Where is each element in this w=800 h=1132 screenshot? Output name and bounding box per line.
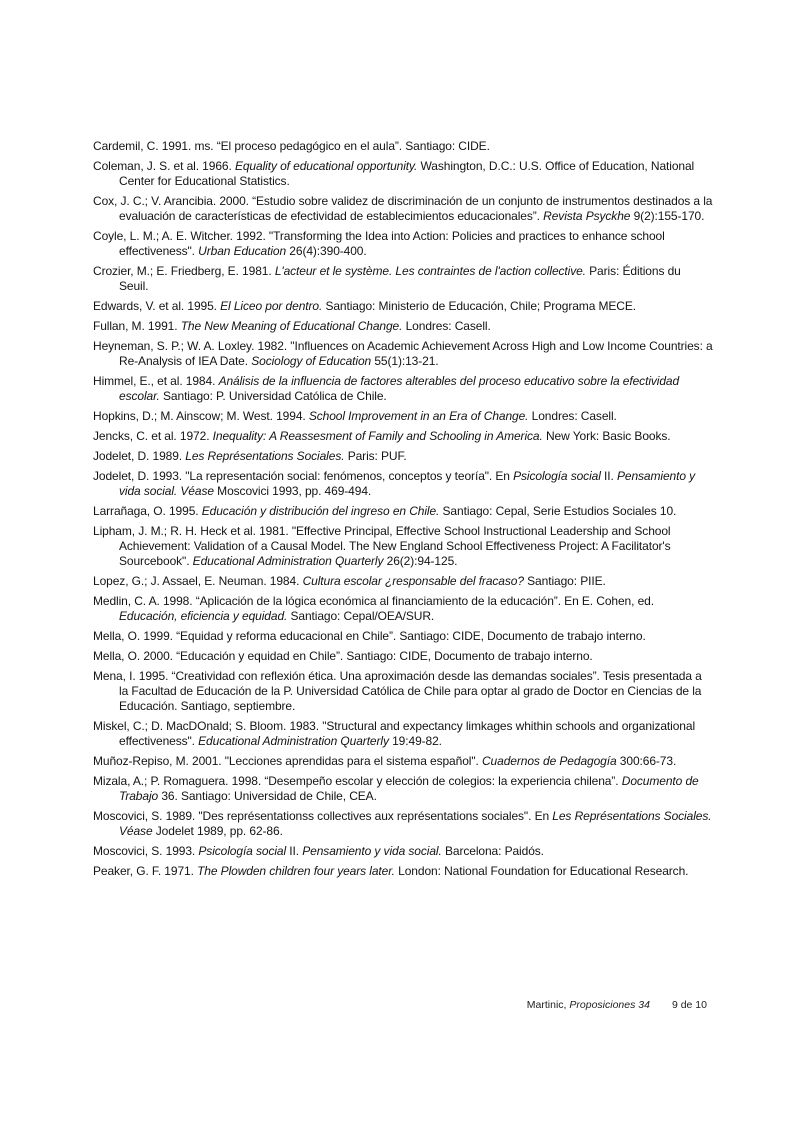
reference-list	[93, 139, 713, 884]
reference-text: London: National Foundation for Educational Research.	[394, 864, 689, 878]
reference-text: Barcelona: Paidós.	[441, 844, 544, 858]
reference-text: 26(2):94-125.	[383, 554, 458, 568]
reference-text: Moscovici, S. 1989. "Des représentationss collectives aux représentations sociales". En	[93, 809, 553, 823]
reference-text: Heyneman, S. P.; W. A. Loxley. 1982. "Influences on Academic Achievement Across High and Low Income Countries: a Re-Analysis of IEA Date.	[93, 339, 713, 368]
reference-entry	[93, 719, 713, 749]
reference-text: Paris: PUF.	[344, 449, 407, 463]
reference-text: Santiago: Ministerio de Educación, Chile; Programa MECE.	[322, 299, 637, 313]
reference-title: Análisis de la influencia de factores alterables del proceso educativo sobre la efectividad escolar.	[119, 374, 680, 403]
reference-title: Educación, eficiencia y equidad.	[119, 609, 288, 623]
reference-text: Edwards, V. et al. 1995.	[93, 299, 221, 313]
reference-title: Inequality: A Reassesment of Family and Schooling in America.	[212, 429, 543, 443]
reference-entry	[93, 649, 713, 664]
reference-entry	[93, 449, 713, 464]
reference-title: Pensamiento y vida social.	[302, 844, 442, 858]
reference-text: 300:66-73.	[616, 754, 677, 768]
reference-text: Lopez, G.; J. Assael, E. Neuman. 1984.	[93, 574, 303, 588]
reference-entry	[93, 754, 713, 769]
reference-entry	[93, 139, 713, 154]
reference-title: Psicología social	[198, 844, 287, 858]
reference-text: Santiago: P. Universidad Católica de Chile.	[159, 389, 387, 403]
reference-title: Equality of educational opportunity.	[234, 159, 418, 173]
reference-entry	[93, 319, 713, 334]
reference-text: Mena, I. 1995. “Creatividad con reflexión ética. Una aproximación desde las demandas sociales”. Tesis presentada a la Facultad de Educación de la P. Universidad Católica de Chile para optar al grado de Doctor en Ciencias de la Educación. Santiago, septiembre.	[93, 669, 702, 713]
reference-entry	[93, 594, 713, 624]
reference-entry	[93, 504, 713, 519]
reference-text: Santiago: Cepal/OEA/SUR.	[287, 609, 435, 623]
reference-text: Miskel, C.; D. MacDOnald; S. Bloom. 1983. "Structural and expectancy limkages whithin schools and organizational effectiveness".	[93, 719, 696, 748]
footer-author: Martinic,	[526, 999, 570, 1011]
reference-text: Mizala, A.; P. Romaguera. 1998. “Desempeño escolar y elección de colegios: la experiencia chilena”.	[93, 774, 622, 788]
reference-entry	[93, 229, 713, 259]
reference-text: Cox, J. C.; V. Arancibia. 2000. “Estudio sobre validez de discriminación de un conjunto de instrumentos destinados a la evaluación de características de efectividad de establecimientos educacionales”.	[93, 194, 713, 223]
reference-entry	[93, 339, 713, 369]
reference-title: Documento de Trabajo	[119, 774, 699, 803]
reference-entry	[93, 524, 713, 569]
reference-title: Educational Administration Quarterly	[198, 734, 389, 748]
reference-entry	[93, 194, 713, 224]
reference-text: Santiago: PIIE.	[523, 574, 606, 588]
reference-title: Psicología social	[513, 469, 601, 483]
reference-text: II.	[286, 844, 303, 858]
reference-text: 19:49-82.	[388, 734, 442, 748]
reference-text: Lipham, J. M.; R. H. Heck et al. 1981. "Effective Principal, Effective School Instructional Leadership and School Achievement: Validation of a Causal Model. The New England School Effectiveness Project: A Facilitator's Sourcebook".	[93, 524, 671, 568]
reference-entry	[93, 409, 713, 424]
page-footer	[527, 999, 707, 1011]
reference-entry	[93, 574, 713, 589]
reference-text: New York: Basic Books.	[542, 429, 671, 443]
reference-title: Urban Education	[198, 244, 287, 258]
reference-text: Mella, O. 2000. “Educación y equidad en Chile”. Santiago: CIDE, Documento de trabajo interno.	[93, 649, 593, 663]
reference-text: Cardemil, C. 1991. ms. “El proceso pedagógico en el aula”. Santiago: CIDE.	[93, 139, 490, 153]
reference-text: II.	[600, 469, 617, 483]
reference-text: Jodelet, D. 1993. "La representación social: fenómenos, conceptos y teoría". En	[93, 469, 514, 483]
reference-title: L'acteur et le système. Les contraintes de l'action collective.	[274, 264, 586, 278]
reference-text: Fullan, M. 1991.	[93, 319, 181, 333]
reference-text: Moscovici 1993, pp. 469-494.	[213, 484, 372, 498]
reference-text: Peaker, G. F. 1971.	[93, 864, 198, 878]
reference-text: Jodelet, D. 1989.	[93, 449, 186, 463]
reference-text: Larrañaga, O. 1995.	[93, 504, 202, 518]
reference-text: Jodelet 1989, pp. 62-86.	[152, 824, 283, 838]
reference-entry	[93, 429, 713, 444]
reference-title: Les Représentations Sociales.	[552, 809, 712, 823]
reference-title: Véase	[180, 484, 214, 498]
reference-text: Londres: Casell.	[402, 319, 491, 333]
reference-entry	[93, 299, 713, 314]
reference-entry	[93, 844, 713, 859]
reference-entry	[93, 809, 713, 839]
reference-entry	[93, 864, 713, 879]
reference-text: Medlin, C. A. 1998. “Aplicación de la lógica económica al financiamiento de la educación”. En E. Cohen, ed.	[93, 594, 654, 608]
reference-text: Coyle, L. M.; A. E. Witcher. 1992. "Transforming the Idea into Action: Policies and practices to enhance school effectiveness".	[93, 229, 665, 258]
reference-text: Moscovici, S. 1993.	[93, 844, 199, 858]
reference-text: Himmel, E., et al. 1984.	[93, 374, 219, 388]
reference-title: School Improvement in an Era of Change.	[308, 409, 529, 423]
reference-entry	[93, 374, 713, 404]
reference-title: Pensamiento y vida social.	[119, 469, 696, 498]
reference-entry	[93, 629, 713, 644]
reference-title: The Plowden children four years later.	[197, 864, 395, 878]
page-number: 9 de 10	[671, 999, 707, 1011]
reference-title: Educación y distribución del ingreso en Chile.	[201, 504, 440, 518]
reference-text: Washington, D.C.: U.S. Office of Education, National Center for Educational Statistics.	[119, 159, 695, 188]
reference-text: 9(2):155-170.	[630, 209, 705, 223]
reference-entry	[93, 264, 713, 294]
reference-entry	[93, 774, 713, 804]
reference-text: Crozier, M.; E. Friedberg, E. 1981.	[93, 264, 275, 278]
footer-journal: Proposiciones 34	[569, 999, 650, 1011]
reference-title: Véase	[119, 824, 153, 838]
reference-text: Santiago: Cepal, Serie Estudios Sociales 10.	[439, 504, 677, 518]
reference-text: Jencks, C. et al. 1972.	[93, 429, 213, 443]
reference-entry	[93, 669, 713, 714]
reference-text: Mella, O. 1999. “Equidad y reforma educacional en Chile”. Santiago: CIDE, Documento de trabajo interno.	[93, 629, 646, 643]
reference-text: Hopkins, D.; M. Ainscow; M. West. 1994.	[93, 409, 309, 423]
reference-title: The New Meaning of Educational Change.	[180, 319, 403, 333]
reference-text: Londres: Casell.	[528, 409, 617, 423]
reference-text: Paris: Éditions du Seuil.	[119, 264, 681, 293]
reference-title: Sociology of Education	[251, 354, 372, 368]
reference-title: Cuadernos de Pedagogía	[481, 754, 617, 768]
reference-text: 36. Santiago: Universidad de Chile, CEA.	[158, 789, 377, 803]
reference-title: Les Représentations Sociales.	[185, 449, 345, 463]
reference-title: El Liceo por dentro.	[220, 299, 323, 313]
reference-entry	[93, 469, 713, 499]
reference-text: Muñoz-Repiso, M. 2001. "Lecciones aprendidas para el sistema español".	[93, 754, 482, 768]
reference-title: Revista Psyckhe	[543, 209, 631, 223]
reference-text: 55(1):13-21.	[371, 354, 439, 368]
reference-text: Coleman, J. S. et al. 1966.	[93, 159, 235, 173]
reference-entry	[93, 159, 713, 189]
reference-title: Cultura escolar ¿responsable del fracaso?	[302, 574, 524, 588]
reference-text: 26(4):390-400.	[286, 244, 367, 258]
reference-title: Educational Administration Quarterly	[192, 554, 384, 568]
